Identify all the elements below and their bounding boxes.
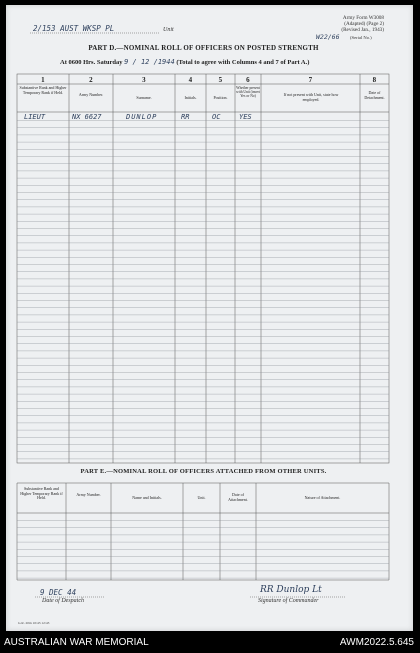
footer-accession-number: AWM2022.5.645	[339, 637, 414, 648]
col-header-surname: Surname.	[136, 95, 152, 100]
col-header-detachment-date: Date of Detachment.	[364, 90, 385, 100]
e-col-header-army-number: Army Number.	[76, 492, 101, 497]
serial-number-label: (Serial No.)	[350, 35, 372, 40]
unit-value: 2/153 AUST WKSP PL	[33, 24, 115, 33]
row1-surname: DUNLOP	[126, 113, 158, 121]
col-number-6: 6	[246, 76, 250, 84]
e-col-header-attachment-date: Date of Attachment.	[228, 492, 248, 502]
e-col-header-unit: Unit.	[197, 495, 206, 500]
e-col-header-name: Name and Initials.	[132, 495, 162, 500]
archive-footer	[0, 633, 420, 653]
despatch-date-value: 9 DEC 44	[40, 588, 77, 597]
commander-signature: RR Dunlop Lt	[260, 585, 322, 595]
row1-army-number: NX 6627	[72, 113, 102, 121]
footer-institution: AUSTRALIAN WAR MEMORIAL	[4, 637, 149, 648]
form-adapted: (Adapted) (Page 2)	[344, 21, 384, 27]
col-number-3: 3	[142, 76, 146, 84]
serial-number-value: W22/66	[316, 33, 340, 41]
row1-initials: RR	[181, 113, 190, 121]
col-header-present: Whether present with Unit (insert Yes or No)	[236, 86, 260, 98]
despatch-date-label: Date of Despatch	[42, 598, 84, 604]
part-d-title: PART D.—NOMINAL ROLL OF OFFICERS ON POSTED STRENGTH	[88, 44, 319, 52]
col-number-8: 8	[372, 76, 377, 84]
subtitle-suffix: (Total to agree with Columns 4 and 7 of Part A.)	[176, 59, 310, 66]
col-header-army-number: Army Number.	[78, 92, 104, 97]
row1-rank: LIEUT	[24, 113, 46, 121]
row1-position: OC	[212, 113, 221, 121]
col-number-7: 7	[308, 76, 313, 84]
part-e-title: PART E.—NOMINAL ROLL OF OFFICERS ATTACHED FROM OTHER UNITS.	[80, 468, 327, 475]
col-number-5: 5	[218, 76, 223, 84]
unit-label: Unit	[163, 27, 174, 33]
row1-present: YES	[239, 113, 252, 121]
form-revised: (Revised Jan., 1943)	[341, 27, 384, 33]
printer-mark: G.R. 20m 10/43 12/43	[18, 621, 50, 625]
part-d-subtitle	[60, 58, 309, 66]
signature-label: Signature of Commander	[258, 598, 319, 604]
form-number: Army Form W3008	[342, 15, 384, 21]
roll-date-year-suffix: 4	[170, 58, 175, 66]
col-header-rank: Substantive Rank and Higher Temporary Rank if Held.	[19, 85, 67, 95]
col-header-employment: If not present with Unit, state how employed.	[283, 92, 339, 102]
col-header-initials: Initials.	[184, 95, 197, 100]
col-number-1: 1	[41, 76, 45, 84]
subtitle-prefix: At 0600 Hrs. Saturday	[60, 59, 123, 66]
e-col-header-rank: Substantive Rank and Higher Temporary Rank if Held.	[20, 486, 63, 500]
form-reference	[322, 15, 384, 33]
col-number-2: 2	[89, 76, 93, 84]
col-number-4: 4	[188, 76, 193, 84]
roll-date-value: 9 / 12 /194	[124, 58, 171, 66]
col-header-position: Position.	[213, 95, 228, 100]
e-col-header-attachment-nature: Nature of Attachment.	[304, 495, 341, 500]
